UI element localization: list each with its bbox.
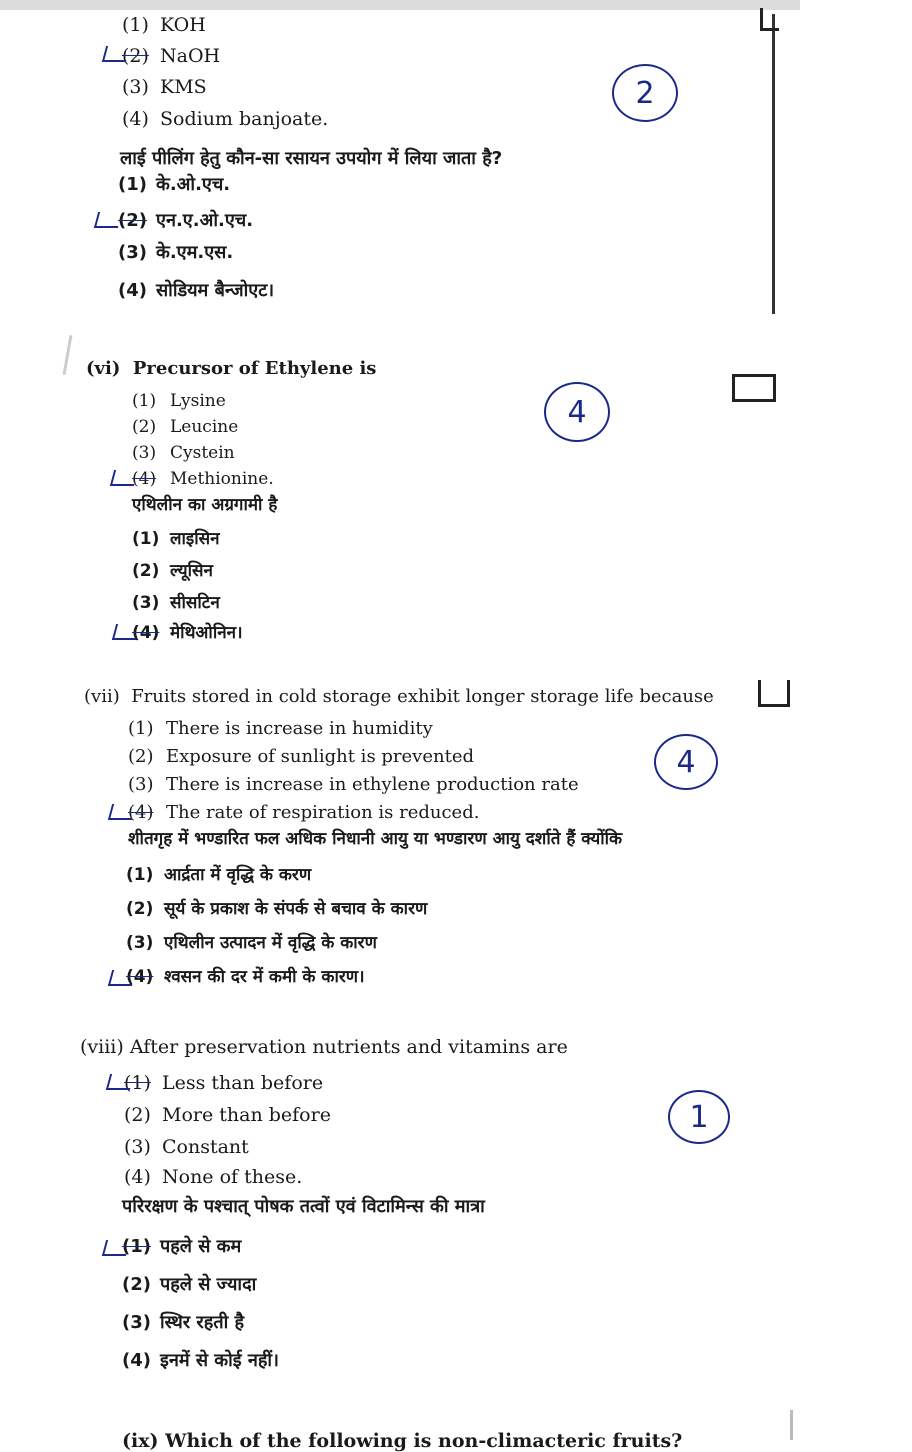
answer-circle-icon: 4 xyxy=(654,734,718,790)
b1-option-3: (3) KMS xyxy=(122,76,207,98)
b1-hindi-option-1: (1) के.ओ.एच. xyxy=(118,174,231,195)
answer-circle-icon: 1 xyxy=(668,1090,730,1144)
tick-mark-icon xyxy=(94,212,122,228)
q8-hindi-question: परिरक्षण के पश्चात् पोषक तत्वों एवं विटामिन्स की मात्रा xyxy=(122,1196,485,1217)
q8-option-2: (2) More than before xyxy=(124,1104,331,1126)
tick-mark-icon xyxy=(108,970,136,986)
q7-option-3: (3) There is increase in ethylene production rate xyxy=(128,774,579,795)
q8-option-4: (4) None of these. xyxy=(124,1166,303,1188)
q7-option-2: (2) Exposure of sunlight is prevented xyxy=(128,746,475,767)
page-margin-line-bottom xyxy=(790,1410,793,1440)
q7-hindi-option-1: (1) आर्द्रता में वृद्धि के करण xyxy=(126,865,312,885)
q6-question: (vi) Precursor of Ethylene is xyxy=(86,358,377,379)
b1-hindi-option-2: (2) एन.ए.ओ.एच. xyxy=(118,210,254,231)
q6-option-3: (3) Cystein xyxy=(132,443,235,463)
q6-option-1: (1) Lysine xyxy=(132,391,226,411)
q8-hindi-option-1: (1) पहले से कम xyxy=(122,1236,242,1257)
q9-question-cutoff: (ix) Which of the following is non-climacteric fruits? xyxy=(122,1430,683,1452)
q6-hindi-question: एथिलीन का अग्रगामी है xyxy=(132,495,278,515)
q8-option-3: (3) Constant xyxy=(124,1136,249,1158)
q7-option-1: (1) There is increase in humidity xyxy=(128,718,433,739)
answer-circle-icon: 4 xyxy=(544,382,610,442)
q6-hindi-option-1: (1) लाइसिन xyxy=(132,529,220,549)
q7-option-4: (4) The rate of respiration is reduced. xyxy=(128,802,480,823)
q7-hindi-option-3: (3) एथिलीन उत्पादन में वृद्धि के कारण xyxy=(126,933,377,953)
answer-box xyxy=(758,680,790,707)
q7-hindi-question: शीतगृह में भण्डारित फल अधिक निधानी आयु या भण्डारण आयु दर्शाते हैं क्योंकि xyxy=(128,829,623,849)
q6-option-2: (2) Leucine xyxy=(132,417,239,437)
b1-option-1: (1) KOH xyxy=(122,14,206,36)
answer-box-top xyxy=(760,8,779,31)
tick-mark-icon xyxy=(108,804,136,820)
q7-question: (vii) Fruits stored in cold storage exhibit longer storage life because xyxy=(84,686,714,707)
answer-circle-icon: 2 xyxy=(612,64,678,122)
q6-hindi-option-2: (2) ल्यूसिन xyxy=(132,561,213,581)
b1-option-4: (4) Sodium banjoate. xyxy=(122,108,329,130)
b1-hindi-question: लाई पीलिंग हेतु कौन-सा रसायन उपयोग में लिया जाता है? xyxy=(120,148,503,169)
tick-mark-icon xyxy=(102,1240,130,1256)
q8-hindi-option-4: (4) इनमें से कोई नहीं। xyxy=(122,1350,279,1371)
b1-option-2: (2) NaOH xyxy=(122,45,221,67)
q7-hindi-option-2: (2) सूर्य के प्रकाश के संपर्क से बचाव के कारण xyxy=(126,899,428,919)
answer-box xyxy=(732,374,776,402)
b1-hindi-option-3: (3) के.एम.एस. xyxy=(118,242,234,263)
b1-hindi-option-4: (4) सोडियम बैन्जोएट। xyxy=(118,280,275,301)
scan-smudge xyxy=(63,335,73,375)
q8-option-1: (1) Less than before xyxy=(124,1072,324,1094)
q6-option-4: (4) Methionine. xyxy=(132,469,274,489)
top-edge-shadow xyxy=(0,0,800,10)
q6-hindi-option-4: (4) मेथिओनिन। xyxy=(132,623,243,643)
q8-hindi-option-2: (2) पहले से ज्यादा xyxy=(122,1274,257,1295)
tick-mark-icon xyxy=(102,46,130,62)
tick-mark-icon xyxy=(106,1074,134,1090)
page-margin-line xyxy=(772,14,775,314)
q8-hindi-option-3: (3) स्थिर रहती है xyxy=(122,1312,245,1333)
q8-question: (viii) After preservation nutrients and vitamins are xyxy=(80,1036,568,1058)
tick-mark-icon xyxy=(110,470,138,486)
q6-hindi-option-3: (3) सीसटिन xyxy=(132,593,220,613)
q7-hindi-option-4: (4) श्वसन की दर में कमी के कारण। xyxy=(126,967,365,987)
tick-mark-icon xyxy=(112,624,140,640)
